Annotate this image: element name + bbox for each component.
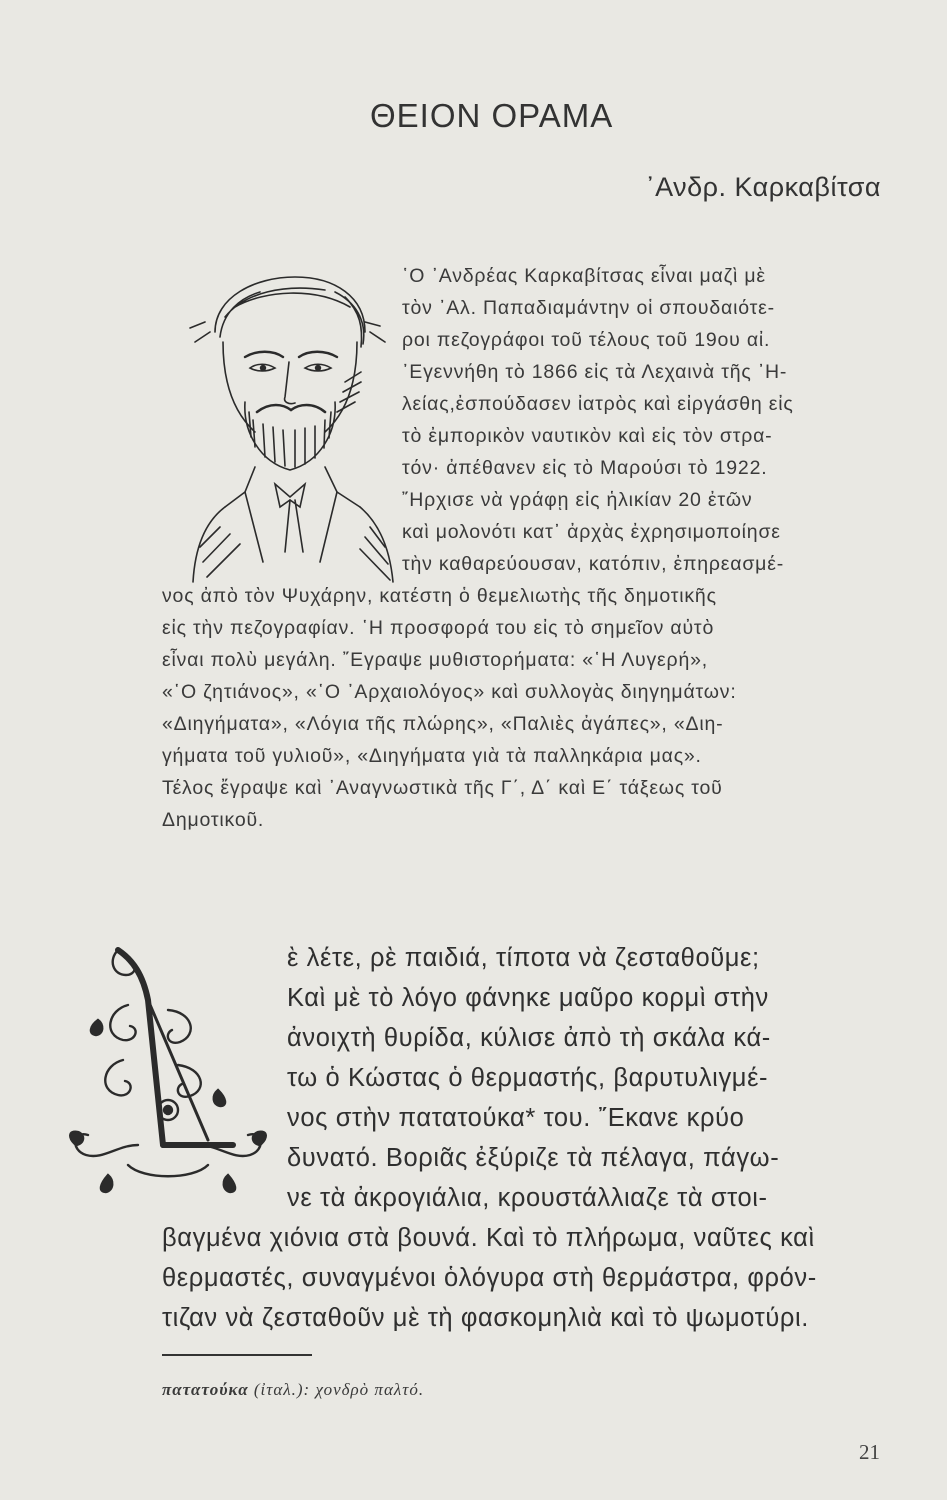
portrait-illustration: [185, 262, 405, 592]
footnote-definition: (ἰταλ.): χονδρὸ παλτό.: [253, 1380, 425, 1399]
bio-line: Δημοτικοῦ.: [162, 809, 265, 831]
bio-line: ῾Ο ᾿Ανδρέας Καρκαβίτσας εἶναι μαζὶ μὲ: [402, 265, 766, 287]
bio-line: καὶ μολονότι κατ᾿ ἀρχὰς ἐχρησιμοποίησε: [402, 521, 781, 543]
story-line: τω ὁ Κώστας ὁ θερμαστής, βαρυτυλιγμέ-: [287, 1064, 769, 1092]
bio-line: εἰς τὴν πεζογραφίαν. ῾Η προσφορά του εἰς τὸ σημεῖον αὐτὸ: [162, 617, 715, 639]
story-line: θερμαστές, συναγμένοι ὁλόγυρα στὴ θερμάστρα, φρόν-: [162, 1264, 817, 1292]
footnote-rule: [162, 1354, 312, 1356]
bio-line: Τέλος ἔγραψε καὶ ᾿Αναγνωστικὰ τῆς Γ΄, Δ΄ καὶ Ε΄ τάξεως τοῦ: [162, 777, 723, 799]
bio-line: τὸν ᾿Αλ. Παπαδιαμάντην οἱ σπουδαιότε-: [402, 297, 775, 319]
bio-line: νος ἀπὸ τὸν Ψυχάρην, κατέστη ὁ θεμελιωτὴς τῆς δημοτικῆς: [162, 585, 717, 607]
page-title: ΘΕΙΟΝ ΟΡΑΜΑ: [370, 97, 614, 134]
story-line: Καὶ μὲ τὸ λόγο φάνηκε μαῦρο κορμὶ στὴν: [287, 984, 769, 1012]
bio-line: ῎Ηρχισε νὰ γράφῃ εἰς ἡλικίαν 20 ἐτῶν: [402, 489, 753, 511]
decorative-initial-delta: [68, 940, 268, 1200]
bio-line: ροι πεζογράφοι τοῦ τέλους τοῦ 19ου αἰ.: [402, 329, 771, 351]
bio-line: ᾿Εγεννήθη τὸ 1866 εἰς τὰ Λεχαινὰ τῆς ᾿Η-: [402, 361, 788, 383]
story-line: δυνατό. Βοριᾶς ἐξύριζε τὰ πέλαγα, πάγω-: [287, 1144, 780, 1172]
page-number: 21: [859, 1440, 880, 1464]
bio-line: «῾Ο ζητιάνος», «῾Ο ᾿Αρχαιολόγος» καὶ συλλογὰς διηγημάτων:: [162, 681, 737, 703]
story-line: νος στὴν πατατούκα* του. ῎Εκανε κρύο: [287, 1104, 745, 1132]
bio-line: γήματα τοῦ γυλιοῦ», «Διηγήματα γιὰ τὰ παλληκάρια μας».: [162, 745, 702, 767]
bio-line: τὴν καθαρεύουσαν, κατόπιν, ἐπηρεασμέ-: [402, 553, 785, 575]
story-line: τιζαν νὰ ζεσταθοῦν μὲ τὴ φασκομηλιὰ καὶ τὸ ψωμοτύρι.: [162, 1304, 809, 1332]
bio-line: «Διηγήματα», «Λόγια τῆς πλώρης», «Παλιὲς ἀγάπες», «Διη-: [162, 713, 724, 735]
footnote-term: πατατούκα: [162, 1380, 249, 1399]
author-name: ᾿Ανδρ. Καρκαβίτσα: [645, 172, 881, 202]
bio-line: λείας,ἐσπούδασεν ἰατρὸς καὶ εἰργάσθη εἰς: [402, 393, 794, 415]
bio-line: τόν· ἀπέθανεν εἰς τὸ Μαρούσι τὸ 1922.: [402, 457, 768, 479]
story-line: ἀνοιχτὴ θυρίδα, κύλισε ἀπὸ τὴ σκάλα κά-: [287, 1024, 771, 1052]
story-line: βαγμένα χιόνια στὰ βουνά. Καὶ τὸ πλήρωμα, ναῦτες καὶ: [162, 1224, 815, 1252]
story-line: ὲ λέτε, ρὲ παιδιά, τίποτα νὰ ζεσταθοῦμε;: [287, 944, 760, 972]
story-line: νε τὰ ἀκρογιάλια, κρουστάλλιαζε τὰ στοι-: [287, 1184, 768, 1212]
footnote: [162, 1380, 424, 1400]
bio-line: τὸ ἐμπορικὸν ναυτικὸν καὶ εἰς τὸν στρα-: [402, 425, 773, 447]
bio-line: εἶναι πολὺ μεγάλη. ῎Εγραψε μυθιστορήματα: «῾Η Λυγερή»,: [162, 649, 708, 671]
